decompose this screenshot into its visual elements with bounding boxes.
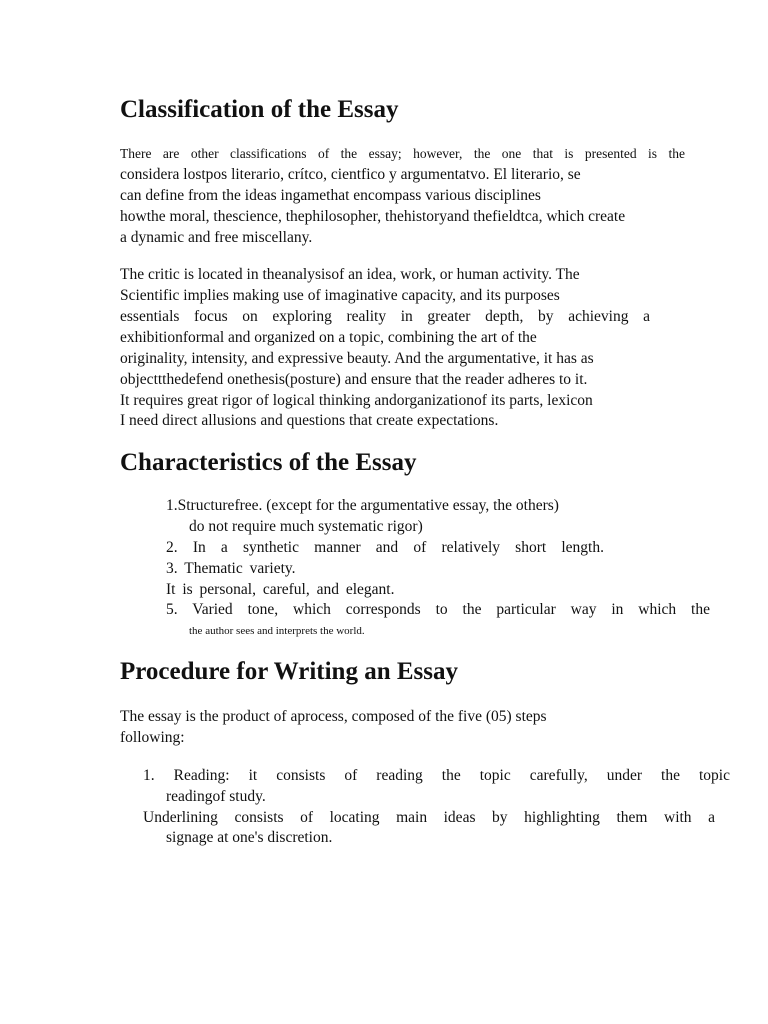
section-title-procedure: Procedure for Writing an Essay xyxy=(120,658,458,685)
paragraph-line: considera lostpos literario, crítco, cientfico y argumentatvo. El literario, se xyxy=(120,166,581,183)
paragraph-line: There are other classifications of the essay; however, the one that is presented is the xyxy=(120,146,685,161)
step-item-continuation: readingof study. xyxy=(166,788,266,805)
paragraph-line: howthe moral, thescience, thephilosopher, thehistoryand thefieldtca, which create xyxy=(120,208,626,225)
paragraph-line: It requires great rigor of logical thinking andorganizationof its parts, lexicon xyxy=(120,392,593,409)
paragraph-line: exhibitionformal and organized on a topic, combining the art of the xyxy=(120,329,537,346)
paragraph-line: can define from the ideas ingamethat encompass various disciplines xyxy=(120,187,541,204)
section-title-classification: Classification of the Essay xyxy=(120,96,399,123)
section-title-characteristics: Characteristics of the Essay xyxy=(120,449,417,476)
step-item: 1. Reading: it consists of reading the topic carefully, under the topic xyxy=(143,767,730,784)
paragraph-line: Scientific implies making use of imaginative capacity, and its purposes xyxy=(120,287,560,304)
list-item-continuation: the author sees and interprets the world. xyxy=(189,625,365,637)
paragraph-line: originality, intensity, and expressive beauty. And the argumentative, it has as xyxy=(120,350,594,367)
paragraph-line: The critic is located in theanalysisof an idea, work, or human activity. The xyxy=(120,266,580,283)
paragraph-line: essentials focus on exploring reality in greater depth, by achieving a xyxy=(120,308,650,325)
paragraph-line: objecttthedefend onethesis(posture) and ensure that the reader adheres to it. xyxy=(120,371,588,388)
step-item-continuation: signage at one's discretion. xyxy=(166,829,333,846)
list-item: 2. In a synthetic manner and of relatively short length. xyxy=(166,539,604,556)
paragraph-line: The essay is the product of aprocess, composed of the five (05) steps xyxy=(120,708,547,725)
paragraph-line: I need direct allusions and questions that create expectations. xyxy=(120,412,499,429)
list-item: 1.Structurefree. (except for the argumentative essay, the others) xyxy=(166,497,559,514)
list-item-continuation: do not require much systematic rigor) xyxy=(189,518,423,535)
paragraph-line: following: xyxy=(120,729,185,746)
paragraph-line: a dynamic and free miscellany. xyxy=(120,229,313,246)
step-item: Underlining consists of locating main ideas by highlighting them with a xyxy=(143,809,715,826)
list-item: 3. Thematic variety. xyxy=(166,560,296,577)
list-item: 5. Varied tone, which corresponds to the particular way in which the xyxy=(166,601,710,618)
list-item: It is personal, careful, and elegant. xyxy=(166,581,395,598)
